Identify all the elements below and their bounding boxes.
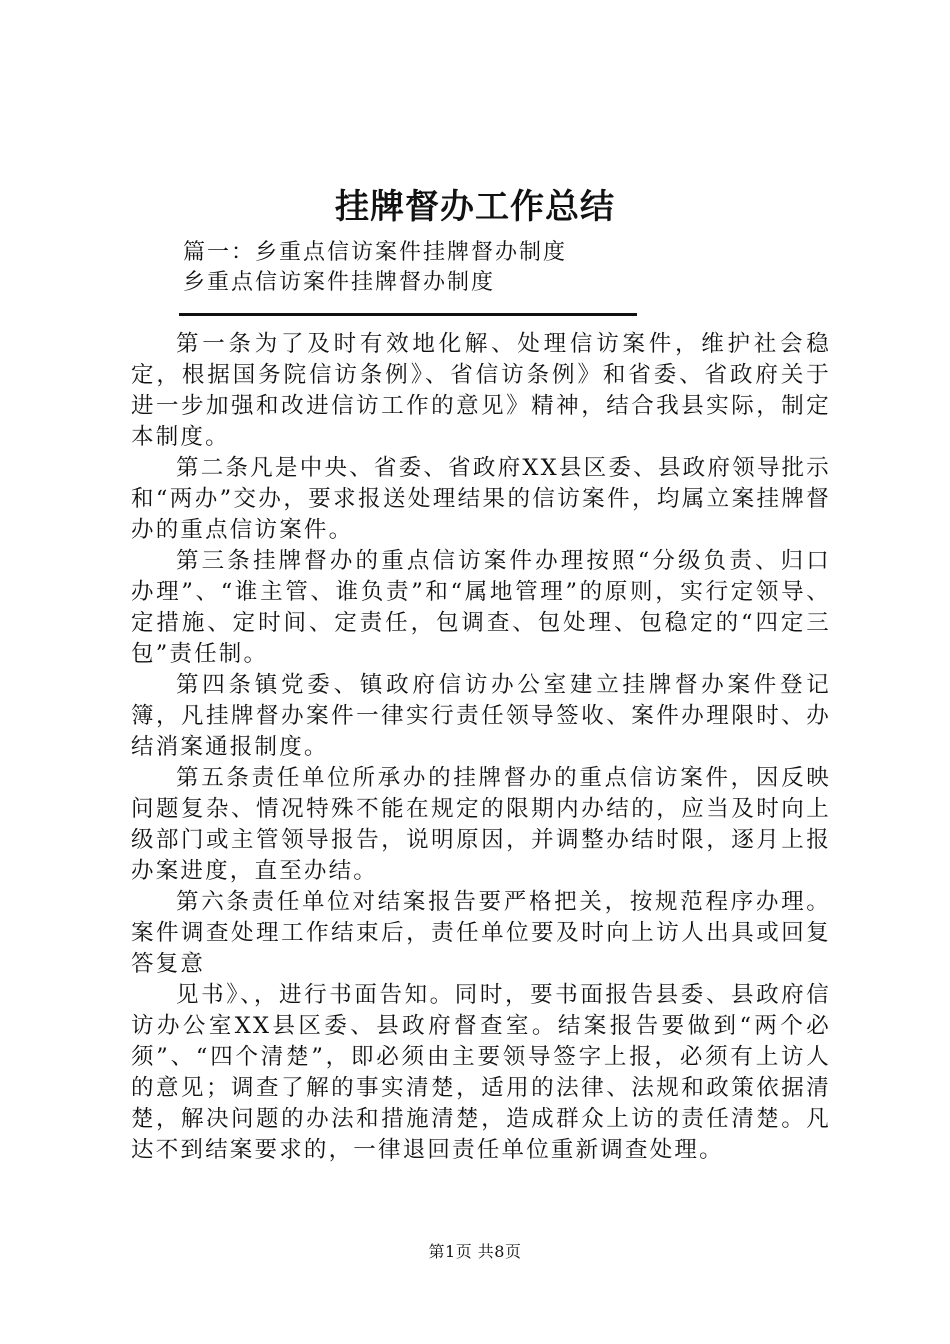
- document-body: [131, 329, 831, 1166]
- article-1-paragraph: 第一条为了及时有效地化解、处理信访案件，维护社会稳定，根据国务院信访条例》、省信访条例》和省委、省政府关于进一步加强和改进信访工作的意见》精神，结合我县实际，制定本制度。: [131, 331, 831, 450]
- title-divider: [179, 313, 637, 316]
- article-6-continuation-paragraph: 见书》、，进行书面告知。同时，要书面报告县委、县政府信访办公室XX县区委、县政府督查室。结案报告要做到“两个必须”、“四个清楚”，即必须由主要领导签字上报，必须有上访人的意见；调查了解的事实清楚，适用的法律、法规和政策依据清楚，解决问题的办法和措施清楚，造成群众上访的责任清楚。凡达不到结案要求的，一律退回责任单位重新调查处理。: [131, 982, 831, 1163]
- section-heading: 篇一：乡重点信访案件挂牌督办制度: [183, 240, 568, 265]
- article-6-paragraph: 第六条责任单位对结案报告要严格把关，按规范程序办理。案件调查处理工作结束后，责任单位要及时向上访人出具或回复答复意: [131, 889, 831, 977]
- article-3-paragraph: 第三条挂牌督办的重点信访案件办理按照“分级负责、归口办理”、“谁主管、谁负责”和“属地管理”的原则，实行定领导、定措施、定时间、定责任，包调查、包处理、包稳定的“四定三包”责任制。: [131, 548, 831, 667]
- article-2-paragraph: 第二条凡是中央、省委、省政府XX县区委、县政府领导批示和“两办”交办，要求报送处理结果的信访案件，均属立案挂牌督办的重点信访案件。: [131, 455, 831, 543]
- page-title: 挂牌督办工作总结: [335, 187, 615, 227]
- article-4-paragraph: 第四条镇党委、镇政府信访办公室建立挂牌督办案件登记簿，凡挂牌督办案件一律实行责任领导签收、案件办理限时、办结消案通报制度。: [131, 672, 831, 760]
- section-subheading: 乡重点信访案件挂牌督办制度: [183, 270, 496, 295]
- page-number-footer: 第1页 共8页: [428, 1242, 522, 1261]
- article-5-paragraph: 第五条责任单位所承办的挂牌督办的重点信访案件，因反映问题复杂、情况特殊不能在规定的限期内办结的，应当及时向上级部门或主管领导报告，说明原因，并调整办结时限，逐月上报办案进度，直至办结。: [131, 765, 831, 884]
